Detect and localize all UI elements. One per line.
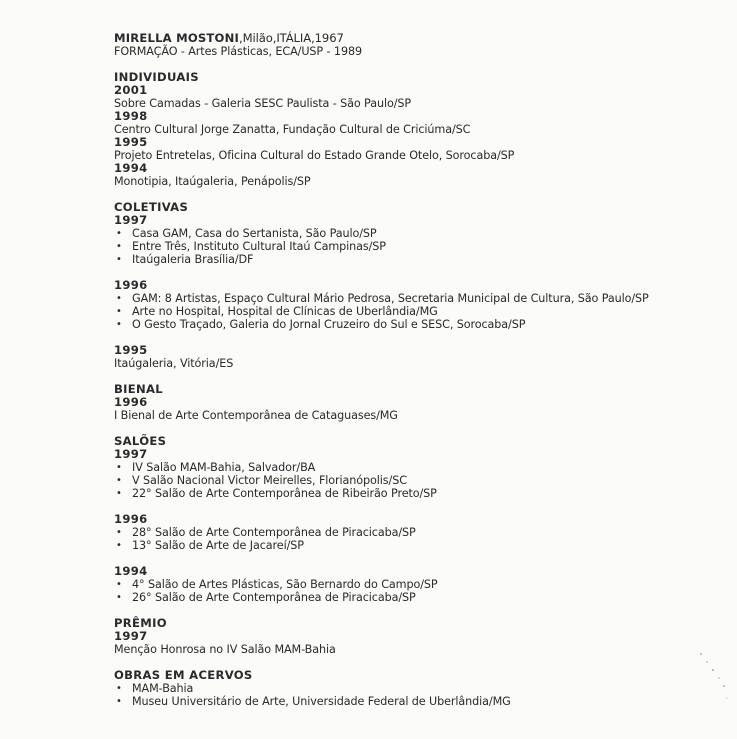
bullet-list bbox=[114, 227, 714, 266]
bullet-list bbox=[114, 682, 714, 708]
list-item: • Casa GAM, Casa do Sertanista, São Paulo/SP bbox=[114, 227, 714, 240]
group-year: 1997 bbox=[114, 447, 148, 461]
bullet-list bbox=[114, 526, 714, 552]
entry-text: I Bienal de Arte Contemporânea de Cataguases/MG bbox=[114, 409, 398, 422]
bullet-list bbox=[114, 578, 714, 604]
entry-text: Monotipia, Itaúgaleria, Penápolis/SP bbox=[114, 175, 311, 188]
entry-text: Itaúgaleria, Vitória/ES bbox=[114, 357, 234, 370]
artist-name: MIRELLA MOSTONI bbox=[114, 31, 240, 45]
group-year: 1997 bbox=[114, 213, 148, 227]
list-item: • 13° Salão de Arte de Jacareí/SP bbox=[114, 539, 714, 552]
list-item: • 4° Salão de Artes Plásticas, São Bernardo do Campo/SP bbox=[114, 578, 714, 591]
section-title: PRÊMIO bbox=[114, 616, 167, 630]
entry-text: Projeto Entretelas, Oficina Cultural do Estado Grande Otelo, Sorocaba/SP bbox=[114, 149, 515, 162]
list-item: • Museu Universitário de Arte, Universidade Federal de Uberlândia/MG bbox=[114, 695, 714, 708]
group-year: 1996 bbox=[114, 278, 148, 292]
section-bienal bbox=[114, 383, 714, 422]
list-item: • Entre Três, Instituto Cultural Itaú Campinas/SP bbox=[114, 240, 714, 253]
curriculum-document bbox=[114, 32, 714, 708]
group-year: 1995 bbox=[114, 343, 148, 357]
entry-year: 1996 bbox=[114, 395, 148, 409]
section-saloes bbox=[114, 435, 714, 604]
list-item: • Arte no Hospital, Hospital de Clínicas de Uberlândia/MG bbox=[114, 305, 714, 318]
artist-birth: ,Milão,ITÁLIA,1967 bbox=[239, 31, 344, 45]
section-premio bbox=[114, 617, 714, 656]
section-title: OBRAS EM ACERVOS bbox=[114, 668, 253, 682]
entry-year: 2001 bbox=[114, 83, 148, 97]
list-item: • 22° Salão de Arte Contemporânea de Ribeirão Preto/SP bbox=[114, 487, 714, 500]
list-item: • MAM-Bahia bbox=[114, 682, 714, 695]
section-title: SALÕES bbox=[114, 434, 167, 448]
artist-header bbox=[114, 32, 714, 58]
paper-specks bbox=[691, 648, 731, 708]
list-item: • V Salão Nacional Victor Meirelles, Florianópolis/SC bbox=[114, 474, 714, 487]
section-title: BIENAL bbox=[114, 382, 163, 396]
section-acervos bbox=[114, 669, 714, 708]
artist-formation: FORMAÇÃO - Artes Plásticas, ECA/USP - 1989 bbox=[114, 45, 362, 58]
section-title: INDIVIDUAIS bbox=[114, 70, 199, 84]
bullet-list bbox=[114, 461, 714, 500]
group-year: 1994 bbox=[114, 564, 148, 578]
entry-year: 1997 bbox=[114, 629, 148, 643]
entry-text: Centro Cultural Jorge Zanatta, Fundação Cultural de Criciúma/SC bbox=[114, 123, 471, 136]
entry-year: 1998 bbox=[114, 109, 148, 123]
section-coletivas bbox=[114, 201, 714, 370]
name-line bbox=[114, 32, 714, 45]
list-item: • GAM: 8 Artistas, Espaço Cultural Mário Pedrosa, Secretaria Municipal de Cultura, São Paulo/SP bbox=[114, 292, 714, 305]
section-individuais bbox=[114, 71, 714, 188]
list-item: • IV Salão MAM-Bahia, Salvador/BA bbox=[114, 461, 714, 474]
entry-text: Menção Honrosa no IV Salão MAM-Bahia bbox=[114, 643, 336, 656]
entry-year: 1995 bbox=[114, 135, 148, 149]
list-item: • O Gesto Traçado, Galeria do Jornal Cruzeiro do Sul e SESC, Sorocaba/SP bbox=[114, 318, 714, 331]
list-item: • 28° Salão de Arte Contemporânea de Piracicaba/SP bbox=[114, 526, 714, 539]
list-item: • Itaúgaleria Brasília/DF bbox=[114, 253, 714, 266]
section-title: COLETIVAS bbox=[114, 200, 189, 214]
group-year: 1996 bbox=[114, 512, 148, 526]
entry-text: Sobre Camadas - Galeria SESC Paulista - São Paulo/SP bbox=[114, 97, 412, 110]
bullet-list bbox=[114, 292, 714, 331]
entry-year: 1994 bbox=[114, 161, 148, 175]
list-item: • 26° Salão de Arte Contemporânea de Piracicaba/SP bbox=[114, 591, 714, 604]
